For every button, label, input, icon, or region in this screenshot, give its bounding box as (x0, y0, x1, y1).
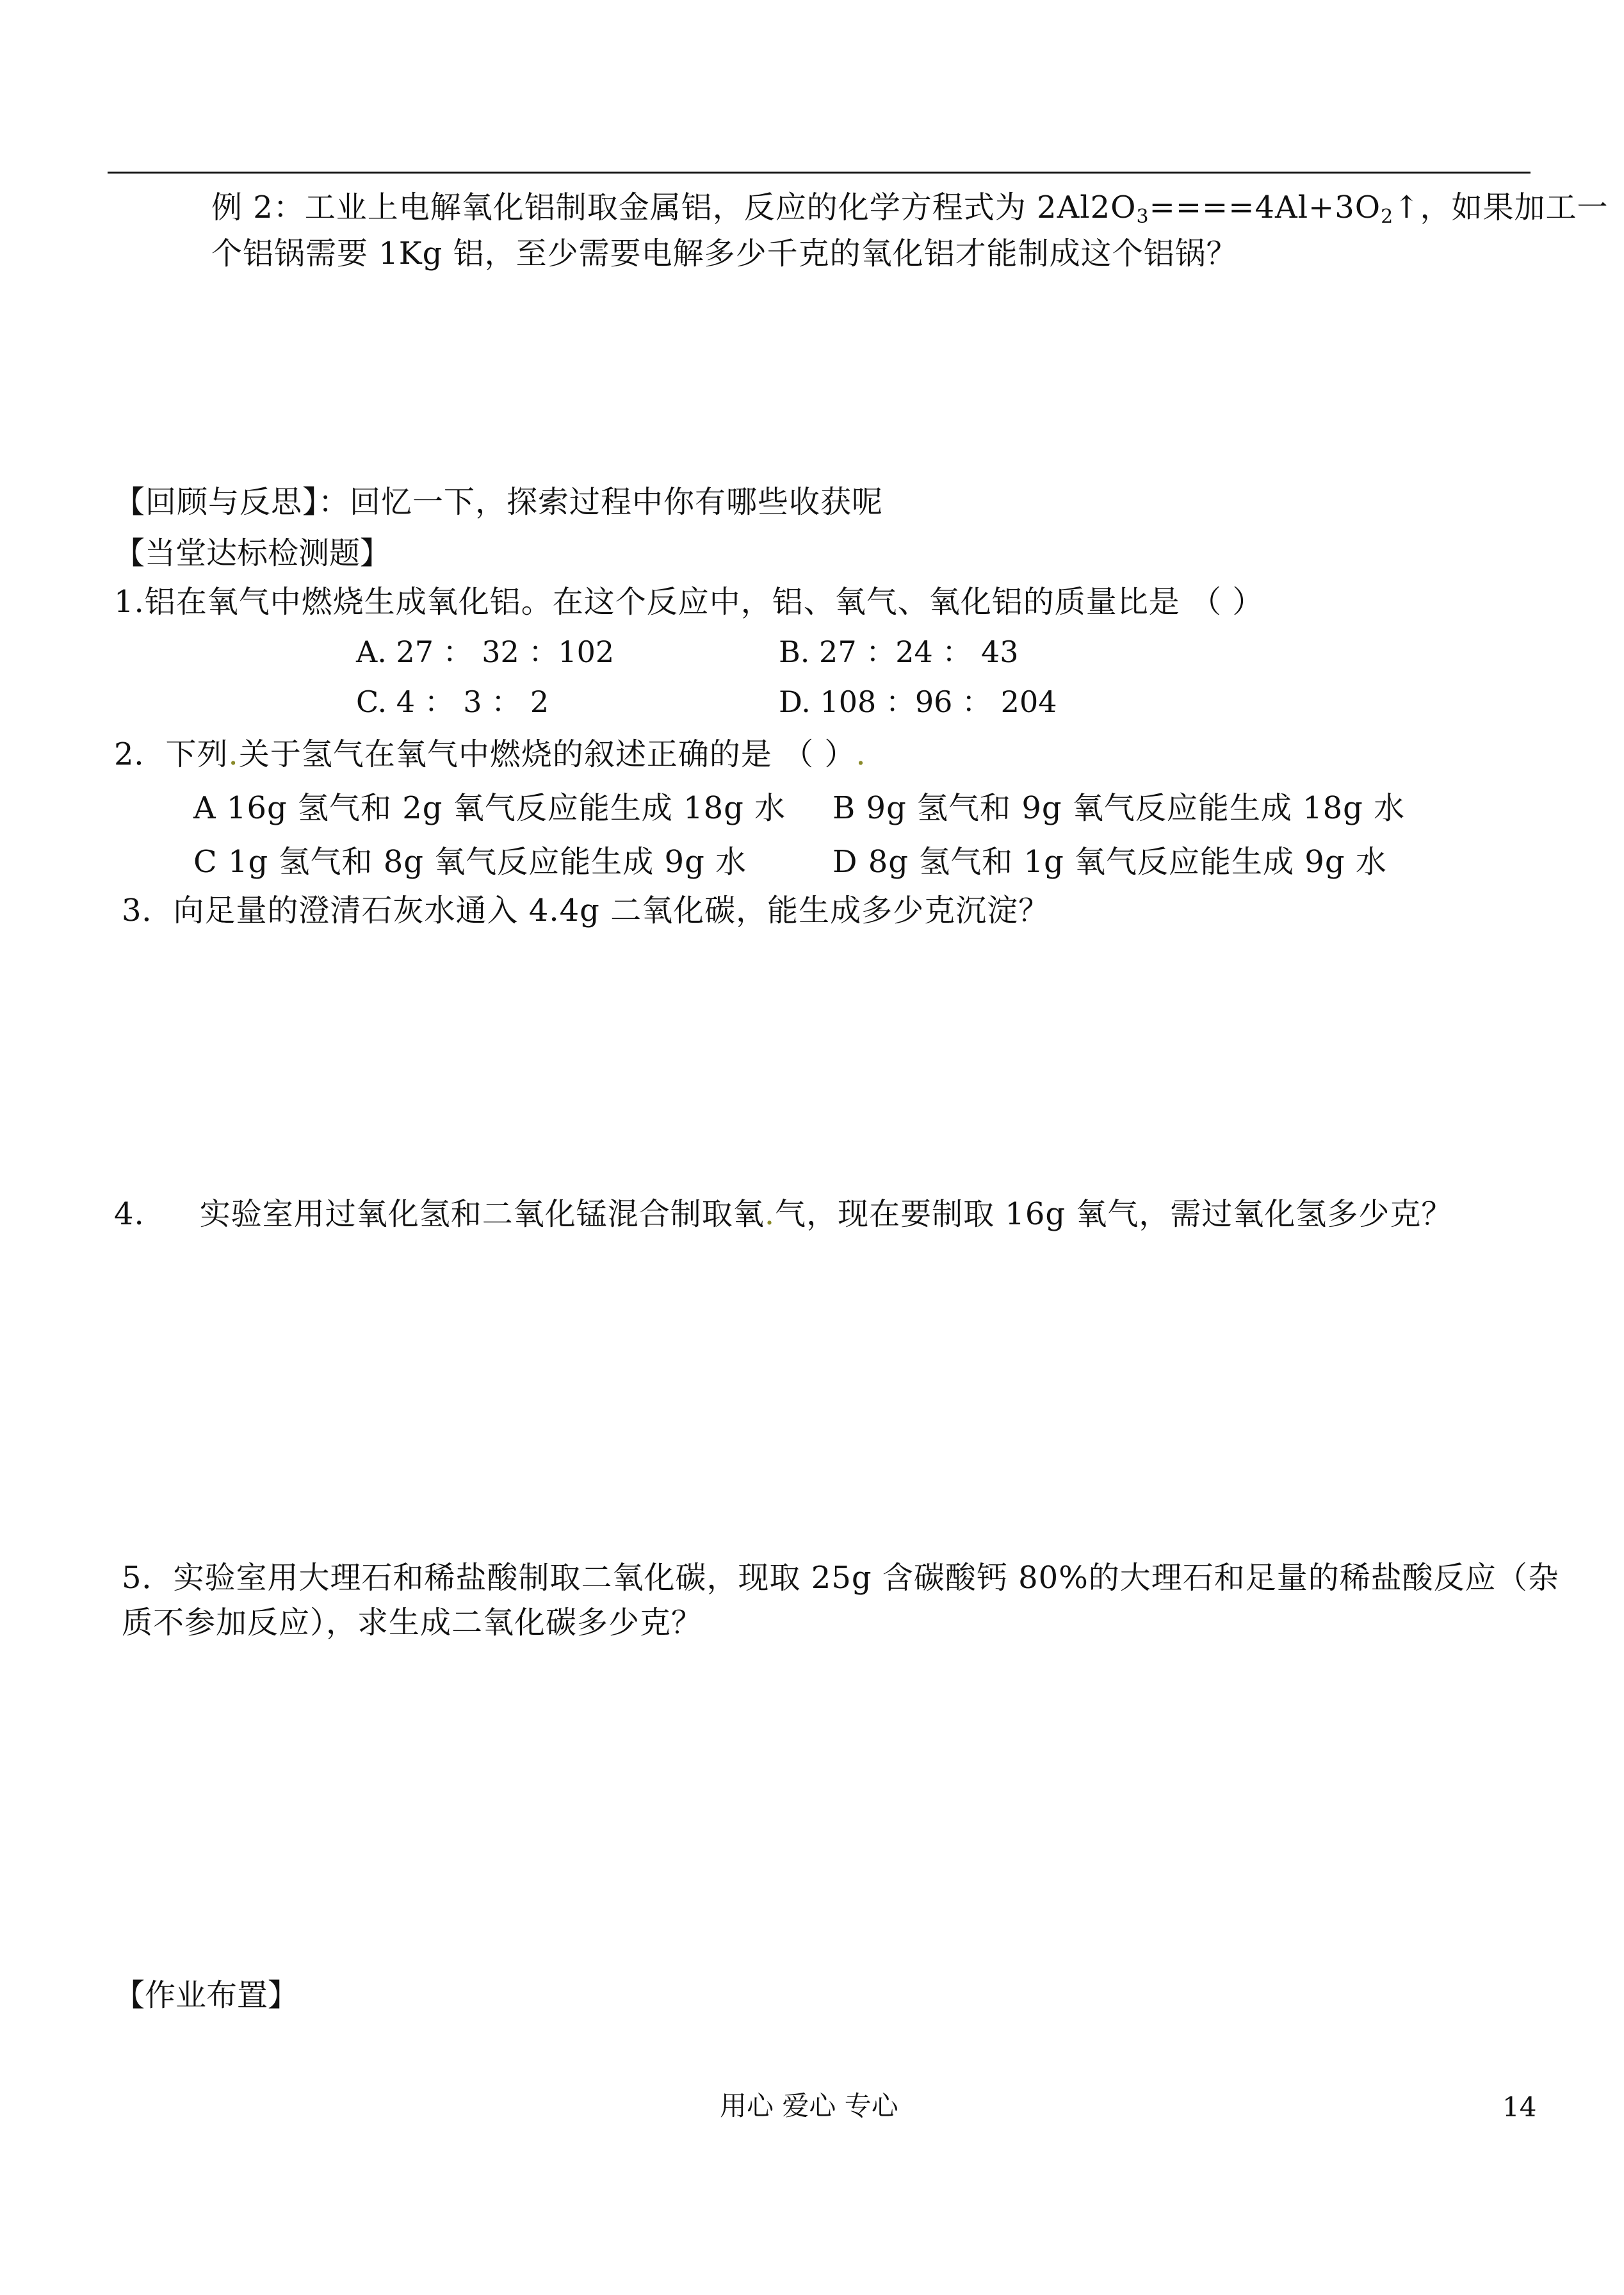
test-heading: 【当堂达标检测题】 (114, 535, 391, 571)
question-5-line-1: 5．实验室用大理石和稀盐酸制取二氧化碳，现取 25g 含碳酸钙 80%的大理石和足量的稀盐酸反应（杂 (122, 1560, 1559, 1596)
q2-option-b: B 9g 氢气和 9g 氧气反应能生成 18g 水 (832, 790, 1406, 826)
footer-motto: 用心 爱心 专心 (720, 2090, 898, 2121)
question-4 (114, 1196, 1452, 1232)
q4-number: 4. (114, 1196, 145, 1232)
q1-option-c: C. 4 ： 3 ： 2 (356, 685, 549, 719)
question-1-stem: 1.铝在氧气中燃烧生成氧化铝。在这个反应中，铝、氧气、氧化铝的质量比是 （ ） (114, 584, 1264, 620)
mark-dot: . (856, 736, 866, 772)
question-2-stem (114, 736, 866, 772)
q4-text: 气，现在要制取 16g 氧气，需过氧化氢多少克？ (775, 1196, 1453, 1232)
review-heading: 【回顾与反思】 (114, 484, 319, 520)
q2-stem-part: 2．下列 (114, 736, 229, 772)
q2-option-c: C 1g 氢气和 8g 氧气反应能生成 9g 水 (193, 844, 747, 880)
subscript: 2 (1381, 206, 1394, 228)
page-number: 14 (1502, 2091, 1537, 2123)
q1-option-d: D. 108 ：96 ： 204 (779, 685, 1057, 719)
example-2-text: ↑，如果加工一 (1393, 190, 1609, 225)
q2-stem-part: 关于氢气在氧气中燃烧的叙述正确的是 （ ） (238, 736, 856, 772)
q2-option-d: D 8g 氢气和 1g 氧气反应能生成 9g 水 (832, 844, 1387, 880)
mark-dot: . (228, 736, 239, 772)
mark-dot: . (764, 1196, 775, 1232)
subscript: 3 (1136, 206, 1149, 228)
header-rule (108, 172, 1531, 174)
q1-option-b: B. 27 ：24 ： 43 (779, 635, 1019, 669)
review-text: ：回忆一下，探索过程中你有哪些收获呢 (318, 484, 884, 520)
equation-text: ====4Al+3O (1149, 190, 1381, 225)
example-2-line-2: 个铝锅需要 1Kg 铝，至少需要电解多少千克的氧化铝才能制成这个铝锅？ (211, 236, 1238, 272)
q2-option-a: A 16g 氢气和 2g 氧气反应能生成 18g 水 (193, 790, 786, 826)
review-line (114, 484, 883, 520)
example-2-text: 例 2：工业上电解氧化铝制取金属铝，反应的化学方程式为 2Al2O (211, 190, 1137, 225)
question-3: 3．向足量的澄清石灰水通入 4.4g 二氧化碳，能生成多少克沉淀？ (122, 893, 1050, 929)
example-2-line-1 (211, 190, 1609, 228)
question-5-line-2: 质不参加反应），求生成二氧化碳多少克？ (122, 1605, 703, 1641)
q1-option-a: A. 27 ： 32 ：102 (356, 635, 615, 669)
homework-heading: 【作业布置】 (114, 1977, 299, 2013)
q4-text: 实验室用过氧化氢和二氧化锰混合制取氧 (199, 1196, 765, 1232)
